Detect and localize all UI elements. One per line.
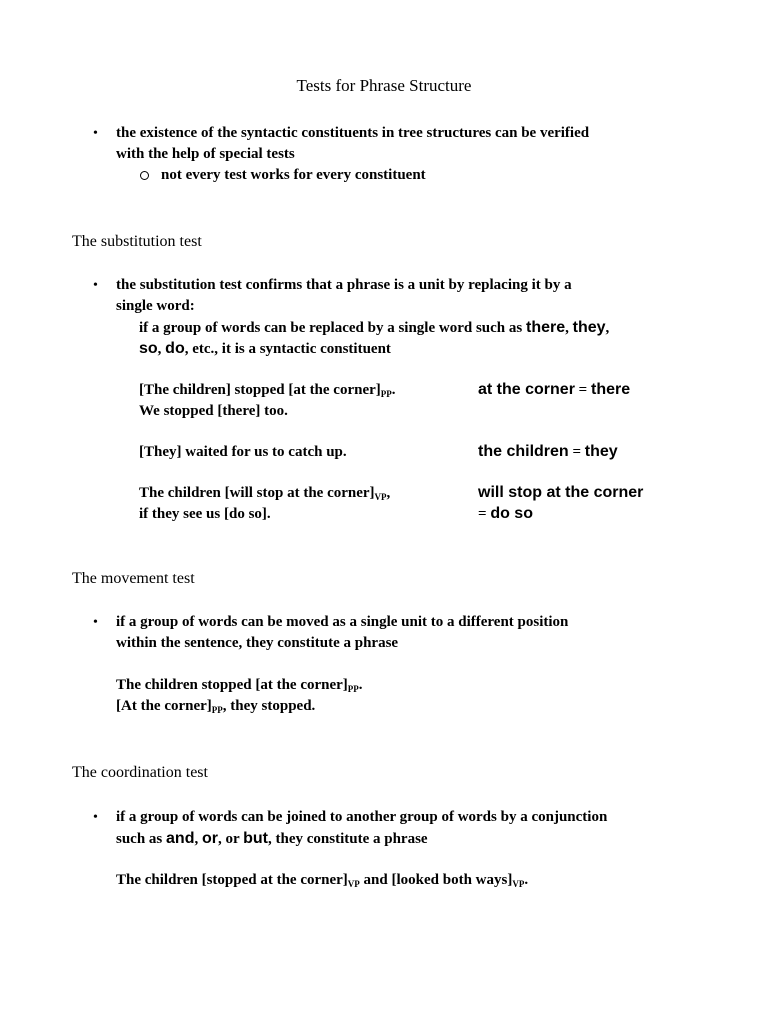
- example-text: ,: [386, 485, 391, 501]
- coordination-text: such as: [116, 831, 167, 847]
- coordination-text: , they constitute a phrase: [268, 831, 428, 847]
- coordination-heading: The coordination test: [72, 764, 208, 781]
- note-phrase: at the corner: [478, 381, 575, 398]
- bullet-movement: •: [93, 615, 98, 630]
- rule-comma: ,: [565, 320, 573, 336]
- pp-subscript: PP: [211, 705, 223, 715]
- example-text: [The children] stopped [at the corner]: [139, 382, 381, 398]
- intro-sub-bullet: not every test works for every constituent: [161, 167, 426, 183]
- vp-subscript: VP: [347, 879, 360, 889]
- word-but: but: [243, 830, 268, 847]
- example-text: The children stopped [at the corner]: [116, 677, 348, 693]
- rule-comma: ,: [605, 320, 610, 336]
- substitution-example-2: [They] waited for us to catch up.: [139, 444, 347, 460]
- note-word: do so: [490, 505, 533, 522]
- coordination-text: ,: [194, 831, 202, 847]
- rule-text: if a group of words can be replaced by a single word such as: [139, 320, 526, 336]
- movement-heading: The movement test: [72, 570, 195, 587]
- substitution-example-1-line-2: We stopped [there] too.: [139, 403, 288, 419]
- substitution-line-2: single word:: [116, 298, 195, 314]
- substitution-rule-line-1: [139, 317, 609, 339]
- coordination-line-1: if a group of words can be joined to another group of words by a conjunction: [116, 809, 608, 825]
- pp-subscript: PP: [380, 389, 392, 399]
- bullet-coordination: •: [93, 810, 98, 825]
- pp-subscript: PP: [347, 684, 359, 694]
- substitution-example-3-line-2: if they see us [do so].: [139, 506, 271, 522]
- substitution-line-1: the substitution test confirms that a phrase is a unit by replacing it by a: [116, 277, 572, 293]
- example-text: and [looked both ways]: [359, 872, 513, 888]
- example-text: The children [will stop at the corner]: [139, 485, 375, 501]
- note-phrase: the children: [478, 443, 569, 460]
- bullet-intro: •: [93, 126, 98, 141]
- substitution-note-1: [478, 379, 630, 401]
- substitution-heading: The substitution test: [72, 233, 202, 250]
- note-equals: =: [574, 382, 591, 398]
- substitution-note-3-line-2: [478, 503, 533, 525]
- sub-bullet-circle: [140, 171, 149, 180]
- example-text: .: [358, 677, 363, 693]
- word-there: there: [525, 319, 566, 336]
- example-text: [At the corner]: [116, 698, 212, 714]
- word-and: and: [166, 830, 195, 847]
- note-word: there: [590, 381, 631, 398]
- movement-line-2: within the sentence, they constitute a phrase: [116, 635, 399, 651]
- example-text: .: [391, 382, 396, 398]
- word-or: or: [201, 830, 218, 847]
- coordination-example: [116, 870, 528, 895]
- substitution-note-2: [478, 441, 618, 463]
- word-they: they: [572, 319, 606, 336]
- note-equals: =: [568, 444, 585, 460]
- substitution-rule-line-2: [139, 338, 391, 360]
- rule-text: , etc., it is a syntactic constituent: [184, 341, 391, 357]
- example-text: , they stopped.: [222, 698, 316, 714]
- intro-line-2: with the help of special tests: [116, 146, 295, 162]
- bullet-substitution: •: [93, 278, 98, 293]
- coordination-line-2: [116, 828, 428, 850]
- movement-example-line-2: [116, 696, 315, 721]
- word-so: so: [139, 340, 158, 357]
- word-do: do: [165, 340, 185, 357]
- example-text: .: [524, 872, 529, 888]
- intro-line-1: the existence of the syntactic constituents in tree structures can be verified: [116, 125, 590, 141]
- vp-subscript: VP: [512, 879, 525, 889]
- page-title: Tests for Phrase Structure: [296, 76, 472, 95]
- example-text: The children [stopped at the corner]: [116, 872, 348, 888]
- substitution-note-3-line-1: will stop at the corner: [478, 484, 644, 501]
- note-word: they: [584, 443, 618, 460]
- note-equals: =: [478, 506, 491, 522]
- vp-subscript: VP: [374, 492, 387, 502]
- movement-line-1: if a group of words can be moved as a single unit to a different position: [116, 614, 569, 630]
- rule-comma: ,: [157, 341, 166, 357]
- coordination-text: , or: [217, 831, 244, 847]
